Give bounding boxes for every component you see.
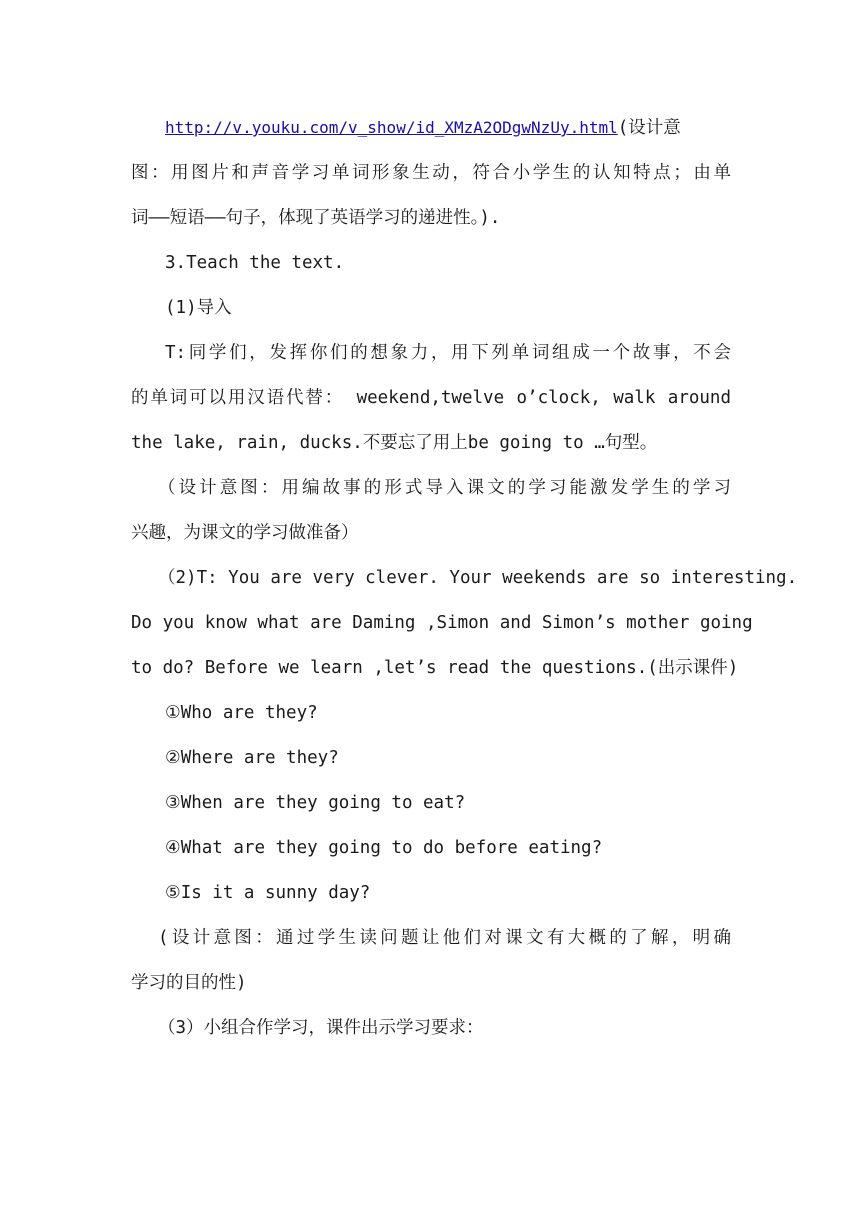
- section-heading-teach-text: 3.Teach the text.: [165, 253, 345, 273]
- question-1: ①Who are they?: [165, 703, 318, 723]
- line-6: T:同学们，发挥你们的想象力，用下列单词组成一个故事，不会: [165, 343, 731, 363]
- line-10: 兴趣，为课文的学习做准备）: [131, 523, 359, 543]
- question-3: ③When are they going to eat?: [165, 793, 466, 813]
- line-2: 图：用图片和声音学习单词形象生动，符合小学生的认知特点；由单: [131, 163, 731, 183]
- line-11: （2)T: You are very clever. Your weekends are so interesting.: [158, 568, 798, 588]
- line-8: the lake, rain, ducks.不要忘了用上be going to …句型。: [131, 433, 658, 453]
- subheading-intro: (1)导入: [165, 298, 232, 318]
- line-19: (设计意图：通过学生读问题让他们对课文有大概的了解，明确: [158, 928, 731, 948]
- line-12: Do you know what are Daming ,Simon and Simon’s mother going: [131, 613, 753, 633]
- line-20: 学习的目的性): [131, 973, 247, 993]
- question-2: ②Where are they?: [165, 748, 339, 768]
- question-5: ⑤Is it a sunny day?: [165, 883, 371, 903]
- line-1: [165, 115, 731, 141]
- line-13: to do? Before we learn ,let’s read the questions.(出示课件): [131, 658, 739, 678]
- line-9: （设计意图：用编故事的形式导入课文的学习能激发学生的学习: [158, 478, 731, 498]
- question-4: ④What are they going to do before eating?: [165, 838, 603, 858]
- line-7: 的单词可以用汉语代替： weekend,twelve o’clock, walk around: [131, 388, 731, 408]
- line-3: 词——短语——句子，体现了英语学习的递进性。).: [131, 208, 501, 228]
- line-21: （3）小组合作学习，课件出示学习要求：: [158, 1018, 484, 1038]
- youku-video-link[interactable]: http://v.youku.com/v_show/id_XMzA2ODgwNzUy.html: [165, 118, 618, 137]
- line-1-text: (设计意: [617, 118, 681, 138]
